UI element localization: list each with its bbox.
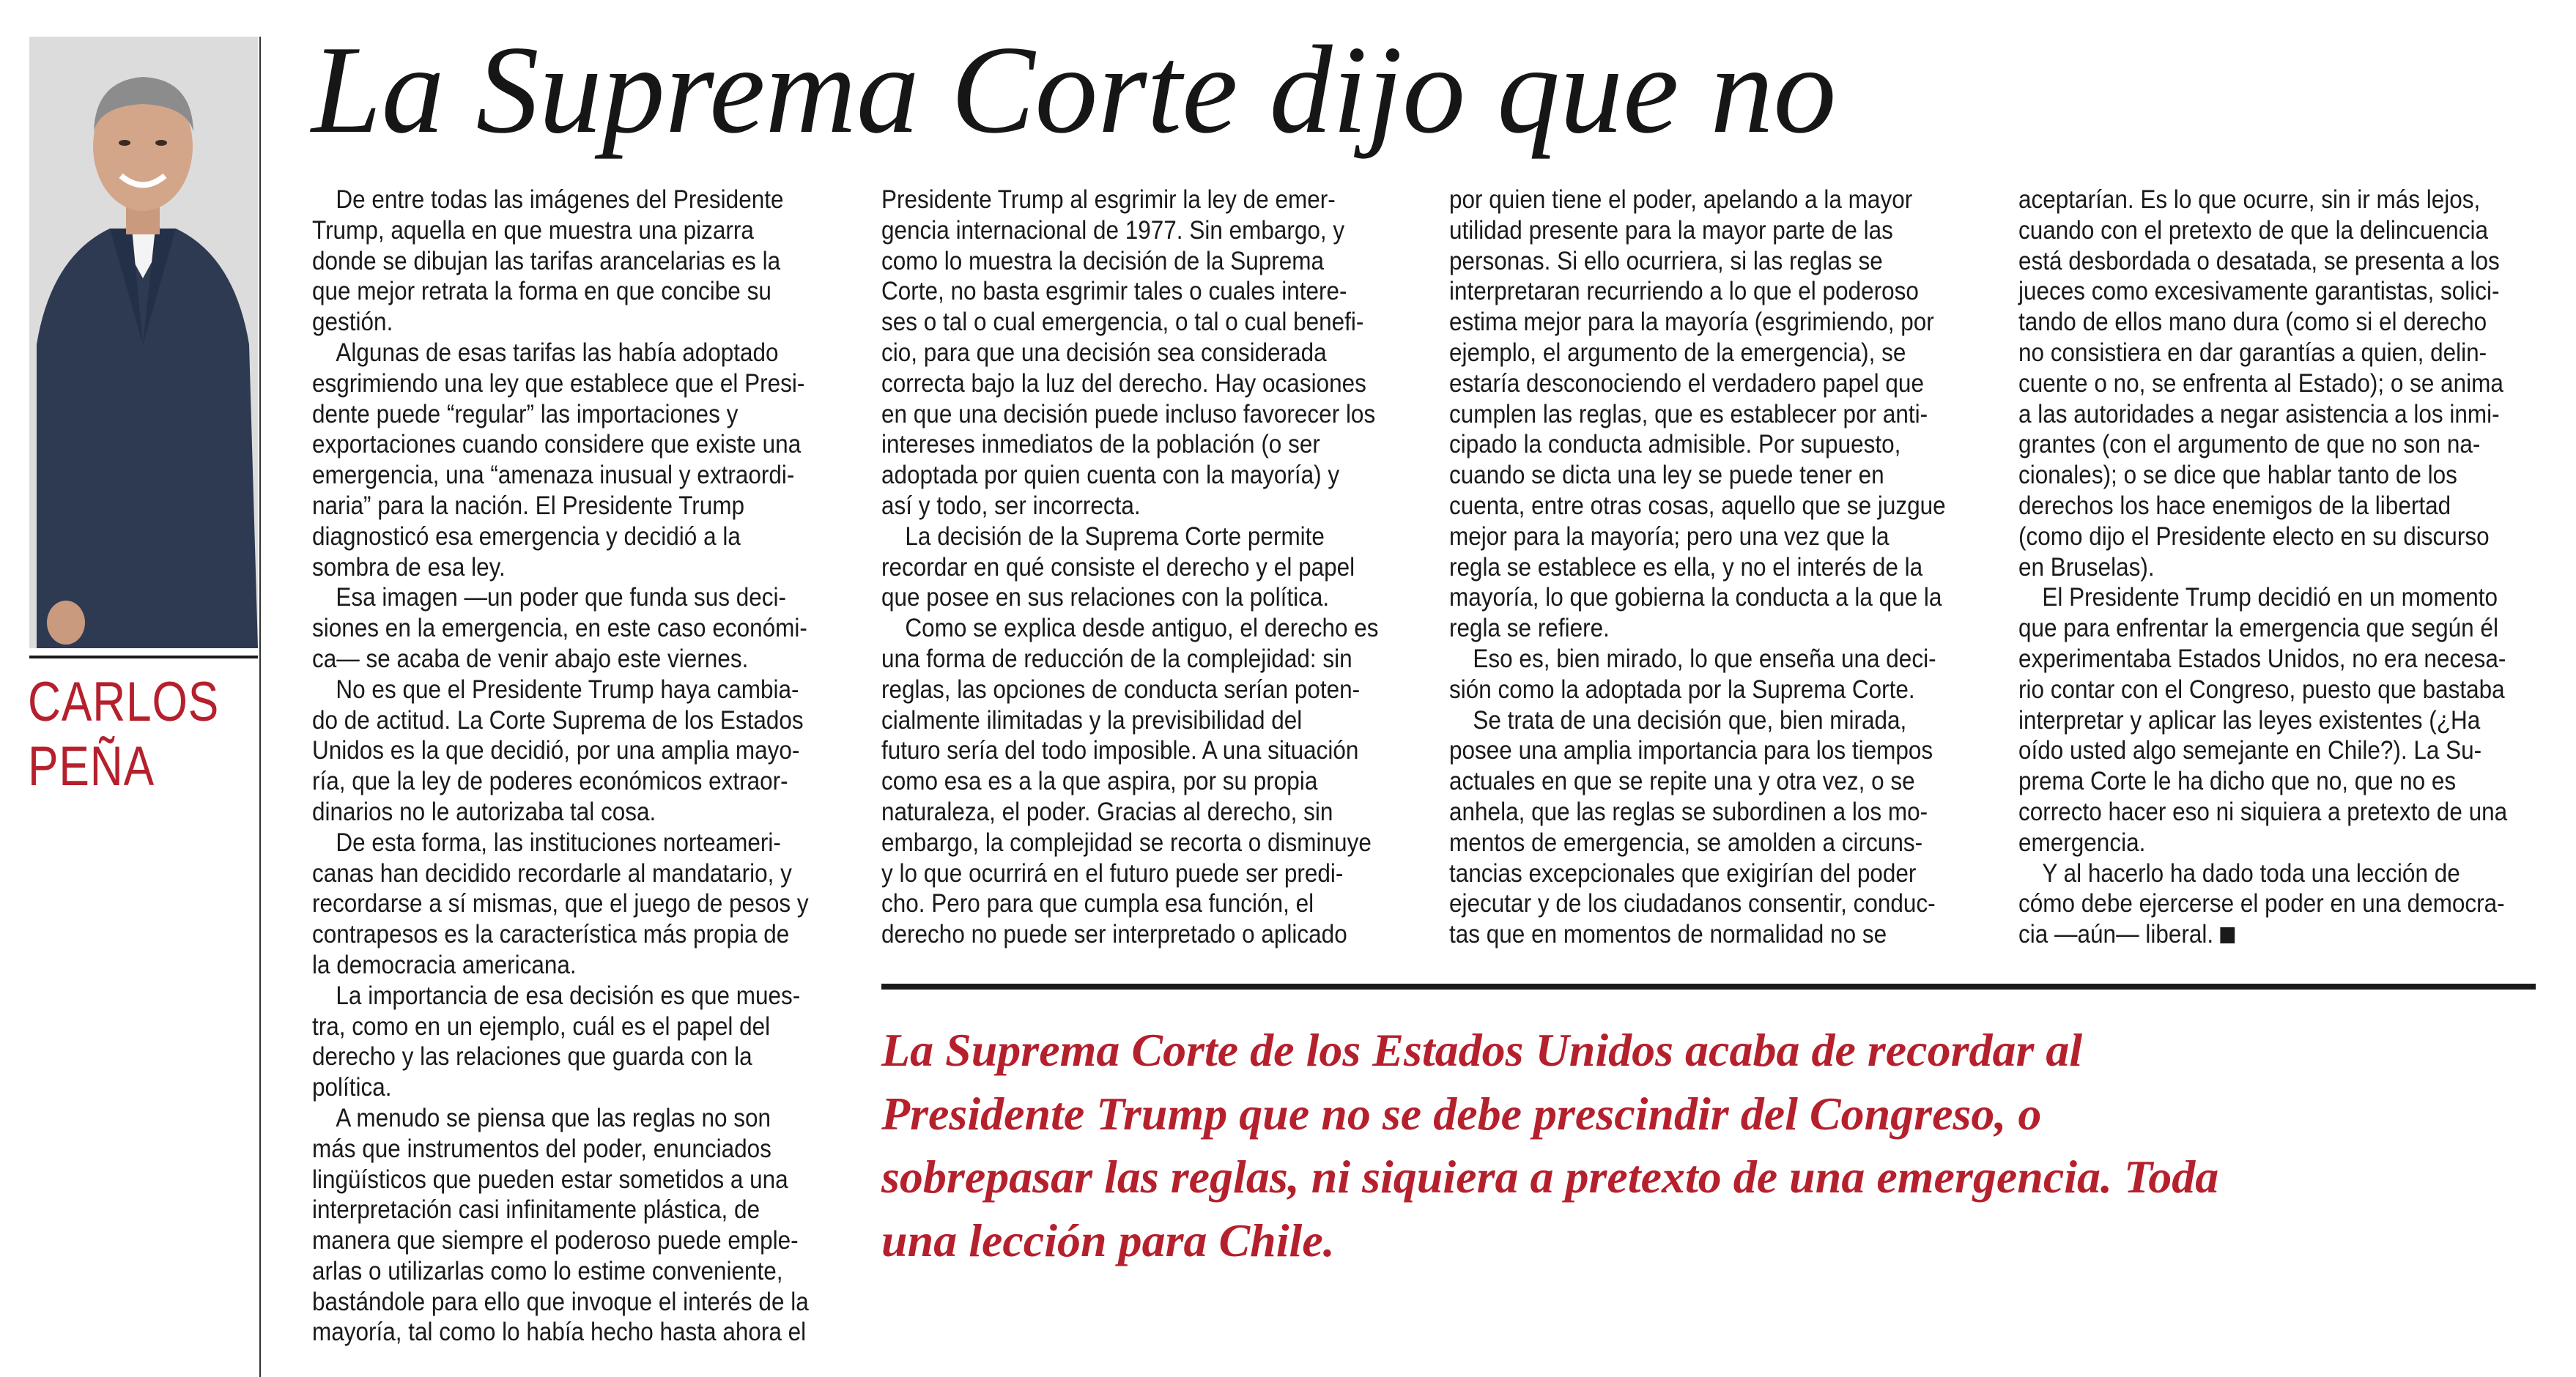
author-photo [29, 37, 258, 648]
article-line: manera que siempre el poderoso puede emple- [312, 1226, 799, 1255]
article-line: Presidente Trump al esgrimir la ley de emer- [881, 185, 1336, 214]
article-line: a las autoridades a negar asistencia a los inmi- [2018, 399, 2500, 428]
author-name [28, 670, 220, 799]
article-line: cho. Pero para que cumpla esa función, el [881, 889, 1314, 918]
article-line: jueces como excesivamente garantistas, solici- [2018, 277, 2500, 306]
article-line: bastándole para ello que invoque el interés de la [312, 1287, 809, 1316]
article-line: cia —aún— liberal. [2018, 919, 2539, 950]
article-line: cipado la conducta admisible. Por supuesto, [1449, 430, 1901, 459]
article-line: por quien tiene el poder, apelando a la mayor [1449, 185, 1913, 214]
article-line: cómo debe ejercerse el poder en una democra- [2018, 889, 2505, 918]
article-line: Trump, aquella en que muestra una pizarra [312, 215, 754, 245]
pull-quote-line: sobrepasar las reglas, ni siquiera a pretexto de una emergencia. Toda [881, 1151, 2219, 1203]
article-line: No es que el Presidente Trump haya cambia- [336, 675, 799, 704]
article-line: esgrimiendo una ley que establece que el Presi- [312, 368, 805, 398]
article-line: arlas o utilizarlas como lo estime conveniente, [312, 1256, 783, 1285]
article-line: A menudo se piensa que las reglas no son [336, 1103, 771, 1132]
article-line: cialmente ilimitadas y la previsibilidad del [881, 705, 1303, 735]
article-line: así y todo, ser incorrecta. [881, 491, 1141, 520]
headline: La Suprema Corte dijo que no [311, 21, 1837, 160]
article-line: gencia internacional de 1977. Sin embargo, y [881, 215, 1345, 245]
article-line: como lo muestra la decisión de la Suprema [881, 246, 1325, 275]
article-column-1 [312, 185, 825, 1348]
article-line: ca— se acaba de venir abajo este viernes. [312, 644, 749, 673]
article-line: política. [312, 1073, 392, 1102]
article-line: posee una amplia importancia para los tiempos [1449, 736, 1933, 765]
article-line: dinarios no le autorizaba tal cosa. [312, 797, 656, 826]
article-line: derecho y las relaciones que guarda con la [312, 1042, 752, 1072]
article-line: utilidad presente para la mayor parte de las [1449, 215, 1893, 245]
article-line: ría, que la ley de poderes económicos extraor- [312, 767, 788, 796]
pull-quote-rule [881, 984, 2536, 990]
article-line: regla se refiere. [1449, 614, 1610, 643]
article-line: recordar en qué consiste el derecho y el papel [881, 552, 1355, 582]
article-line: cuando con el pretexto de que la delincuencia [2018, 215, 2488, 245]
article-line: correcta bajo la luz del derecho. Hay ocasiones [881, 368, 1366, 398]
article-line: prema Corte le ha dicho que no, que no es [2018, 767, 2457, 796]
article-line: ses o tal o cual emergencia, o tal o cual benefi- [881, 308, 1364, 337]
article-line: derecho no puede ser interpretado o aplicado [881, 920, 1347, 949]
column-divider [259, 37, 261, 1377]
article-line: correcto hacer eso ni siquiera a pretexto de una [2018, 797, 2508, 826]
author-first-name: CARLOS [28, 671, 220, 733]
article-line: cuando se dicta una ley se puede tener en [1449, 461, 1884, 490]
article-line: tando de ellos mano dura (como si el derecho [2018, 308, 2487, 337]
article-line: interpretaran recurriendo a lo que el poderoso [1449, 277, 1919, 306]
article-line: siones en la emergencia, en este caso económi- [312, 614, 807, 643]
article-line: como esa es a la que aspira, por su propia [881, 767, 1318, 796]
article-line: do de actitud. La Corte Suprema de los Estados [312, 705, 804, 735]
article-line: cuente o no, se enfrenta al Estado); o se anima [2018, 368, 2503, 398]
article-line: intereses inmediatos de la población (o ser [881, 430, 1320, 459]
article-line: futuro sería del todo imposible. A una situación [881, 736, 1359, 765]
article-line: diagnosticó esa emergencia y decidió a la [312, 522, 741, 551]
article-line: (como dijo el Presidente electo en su discurso [2018, 522, 2490, 551]
article-line: recordarse a sí mismas, que el juego de pesos y [312, 889, 809, 918]
author-rule [29, 656, 258, 658]
article-line: ejemplo, el argumento de la emergencia), se [1449, 338, 1906, 367]
article-line: sión como la adoptada por la Suprema Corte. [1449, 675, 1915, 704]
article-line: que posee en sus relaciones con la política. [881, 583, 1330, 612]
article-line: más que instrumentos del poder, enunciados [312, 1134, 771, 1163]
article-line: emergencia, una “amenaza inusual y extraordi- [312, 461, 795, 490]
article-column-4 [2018, 185, 2539, 950]
article-line: tas que en momentos de normalidad no se [1449, 920, 1887, 949]
article-line: anhela, que las reglas se subordinen a los mo- [1449, 797, 1928, 826]
article-line: donde se dibujan las tarifas arancelarias es la [312, 246, 781, 275]
article-line: interpretar y aplicar las leyes existentes (¿Ha [2018, 705, 2481, 735]
pull-quote-line: una lección para Chile. [881, 1214, 1335, 1266]
article-line: derechos los hace enemigos de la libertad [2018, 491, 2451, 520]
pull-quote-line: La Suprema Corte de los Estados Unidos acaba de recordar al [881, 1024, 2083, 1076]
article-line: Unidos es la que decidió, por una amplia mayo- [312, 736, 800, 765]
article-line: en Bruselas). [2018, 552, 2155, 582]
article-line: estima mejor para la mayoría (esgrimiendo, por [1449, 308, 1934, 337]
article-line: dente puede “regular” las importaciones y [312, 399, 739, 428]
article-line: cionales); o se dice que hablar tanto de los [2018, 461, 2457, 490]
article-line: mejor para la mayoría; pero una vez que la [1449, 522, 1890, 551]
article-line: gestión. [312, 308, 393, 337]
pull-quote [881, 1019, 2566, 1272]
article-line: mayoría, tal como lo había hecho hasta ahora el [312, 1318, 807, 1347]
article-line: grantes (con el argumento de que no son na- [2018, 430, 2481, 459]
article-line: lingüísticos que pueden estar sometidos a una [312, 1165, 788, 1194]
article-line: emergencia. [2018, 828, 2146, 857]
article-line: que mejor retrata la forma en que concibe su [312, 277, 771, 306]
article-line: naturaleza, el poder. Gracias al derecho, sin [881, 797, 1333, 826]
article-line: El Presidente Trump decidió en un momento [2042, 583, 2498, 612]
author-last-name: PEÑA [28, 735, 155, 798]
article-line: estaría desconociendo el verdadero papel que [1449, 368, 1924, 398]
article-line: la democracia americana. [312, 950, 577, 979]
article-column-2 [881, 185, 1394, 950]
article-line: y lo que ocurrirá en el futuro puede ser predi- [881, 858, 1344, 888]
article-line: en que una decisión puede incluso favorecer los [881, 399, 1376, 428]
article-line: La decisión de la Suprema Corte permite [905, 522, 1325, 551]
article-line: De entre todas las imágenes del Presidente [336, 185, 784, 214]
article-line: reglas, las opciones de conducta serían poten- [881, 675, 1361, 704]
article-line: canas han decidido recordarle al mandatario, y [312, 858, 792, 888]
article-line: cumplen las reglas, que es establecer por anti- [1449, 399, 1928, 428]
article-line: Algunas de esas tarifas las había adoptado [336, 338, 779, 367]
article-line: embargo, la complejidad se recorta o disminuye [881, 828, 1372, 857]
article-line: tra, como en un ejemplo, cuál es el papel del [312, 1012, 771, 1041]
article-line: cuenta, entre otras cosas, aquello que se juzgue [1449, 491, 1946, 520]
article-line: experimentaba Estados Unidos, no era necesa- [2018, 644, 2506, 673]
article-line: mayoría, lo que gobierna la conducta a la que la [1449, 583, 1942, 612]
article-line: mentos de emergencia, se amolden a circuns- [1449, 828, 1923, 857]
article-line: aceptarían. Es lo que ocurre, sin ir más lejos, [2018, 185, 2481, 214]
article-line: está desbordada o desatada, se presenta a los [2018, 246, 2500, 275]
author-portrait-illustration [29, 37, 258, 648]
article-line: exportaciones cuando considere que existe una [312, 430, 802, 459]
article-line: Y al hacerlo ha dado toda una lección de [2042, 858, 2460, 888]
article-line: rio contar con el Congreso, puesto que bastaba [2018, 675, 2505, 704]
article-line: personas. Si ello ocurriera, si las reglas se [1449, 246, 1883, 275]
article-line: no consistiera en dar garantías a quien, delin- [2018, 338, 2487, 367]
article-line: adoptada por quien cuenta con la mayoría) y [881, 461, 1340, 490]
article-line: Esa imagen —un poder que funda sus deci- [336, 583, 787, 612]
article-line: que para enfrentar la emergencia que según él [2018, 614, 2498, 643]
article-line: tancias excepcionales que exigirían del poder [1449, 858, 1917, 888]
article-line: La importancia de esa decisión es que mues- [336, 981, 801, 1010]
article-line: De esta forma, las instituciones norteameri- [336, 828, 781, 857]
article-line: interpretación casi infinitamente plástica, de [312, 1195, 760, 1225]
article-line: oído usted algo semejante en Chile?). La Su- [2018, 736, 2482, 765]
article-line: Como se explica desde antiguo, el derecho es [905, 614, 1379, 643]
article-line: contrapesos es la característica más propia de [312, 920, 790, 949]
article-line: actuales en que se repite una y otra vez, o se [1449, 767, 1915, 796]
end-of-article-mark [2220, 927, 2235, 943]
article-column-3 [1449, 185, 1962, 950]
article-line: Se trata de una decisión que, bien mirada, [1473, 705, 1907, 735]
article-line: cio, para que una decisión sea considerada [881, 338, 1327, 367]
article-line: Eso es, bien mirado, lo que enseña una deci- [1473, 644, 1936, 673]
article-line: ejecutar y de los ciudadanos consentir, conduc- [1449, 889, 1936, 918]
pull-quote-line: Presidente Trump que no se debe prescindir del Congreso, o [881, 1087, 2042, 1140]
article-line: una forma de reducción de la complejidad: sin [881, 644, 1352, 673]
article-line: naria” para la nación. El Presidente Trump [312, 491, 745, 520]
article-line: regla se establece es ella, y no el interés de la [1449, 552, 1923, 582]
article-line: sombra de esa ley. [312, 552, 506, 582]
article-line: Corte, no basta esgrimir tales o cuales intere- [881, 277, 1347, 306]
